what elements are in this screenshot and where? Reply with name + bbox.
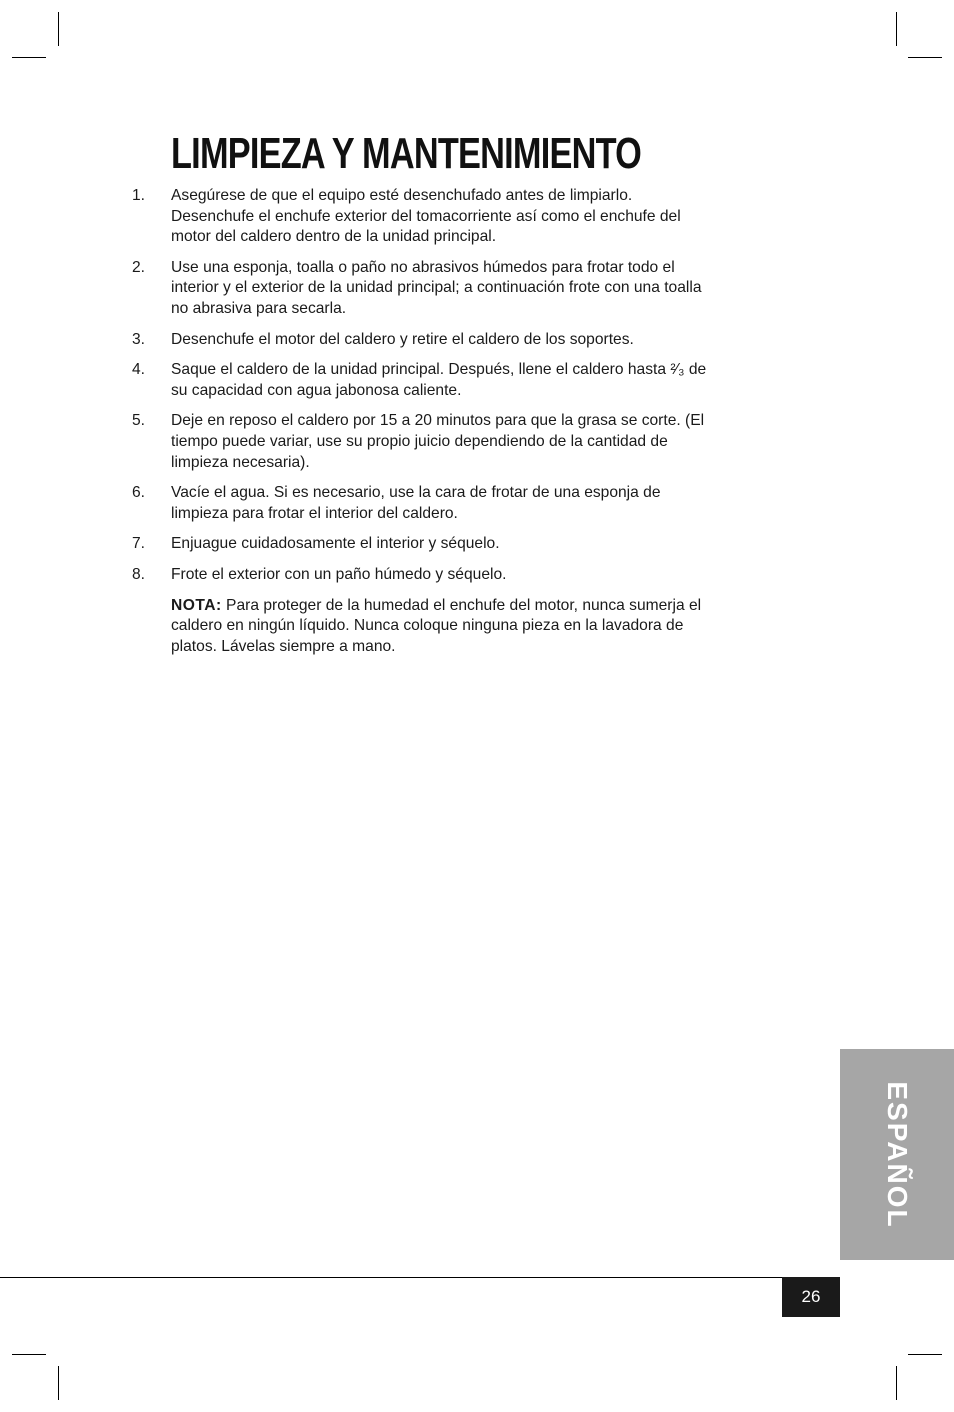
fraction: ²⁄₃ xyxy=(670,361,685,379)
step-number: 6. xyxy=(132,484,146,502)
note xyxy=(132,596,712,658)
step-text: Saque el caldero de la unidad principal. Después, llene el caldero hasta xyxy=(171,361,671,379)
list-item xyxy=(132,258,712,320)
list-item xyxy=(132,186,712,248)
step-text: Frote el exterior con un paño húmedo y séquelo. xyxy=(171,565,507,583)
step-number: 4. xyxy=(132,361,146,379)
step-text: Use una esponja, toalla o paño no abrasivos húmedos para frotar todo el interior y el exterior de la unidad principal; a continuación frote con una toalla no abrasiva para secarla. xyxy=(171,258,702,317)
list-item xyxy=(132,565,712,586)
step-number: 2. xyxy=(132,258,146,276)
step-number: 7. xyxy=(132,535,146,553)
step-number: 5. xyxy=(132,412,146,430)
note-text: Para proteger de la humedad el enchufe del motor, nunca sumerja el caldero en ningún líquido. Nunca coloque ninguna pieza en la lavadora de platos. Lávelas siempre a mano. xyxy=(171,596,702,655)
page-title: LIMPIEZA Y MANTENIMIENTO xyxy=(171,129,642,178)
crop-mark xyxy=(896,1366,897,1400)
crop-mark xyxy=(58,12,59,46)
list-item xyxy=(132,411,712,473)
step-text: Deje en reposo el caldero por 15 a 20 minutos para que la grasa se corte. (El tiempo puede variar, use su propio juicio dependiendo de la cantidad de limpieza necesaria). xyxy=(171,412,705,471)
crop-mark xyxy=(896,12,897,46)
crop-mark xyxy=(58,1366,59,1400)
list-item xyxy=(132,330,712,351)
list-item xyxy=(132,360,712,401)
crop-mark xyxy=(908,57,942,58)
language-tab xyxy=(840,1049,954,1260)
crop-mark xyxy=(12,1354,46,1355)
language-tab-label: ESPAÑOL xyxy=(882,1080,913,1229)
step-number: 1. xyxy=(132,187,146,204)
step-text: de su capacidad con agua jabonosa caliente. xyxy=(171,361,707,399)
note-label: NOTA: xyxy=(171,596,222,614)
step-text: Desenchufe el motor del caldero y retire el caldero de los soportes. xyxy=(171,330,634,348)
crop-mark xyxy=(12,57,46,58)
step-number: 8. xyxy=(132,565,146,583)
list-item xyxy=(132,483,712,524)
list-item xyxy=(132,534,712,555)
page-number: 26 xyxy=(782,1277,840,1317)
step-text: Asegúrese de que el equipo esté desenchufado antes de limpiarlo. Desenchufe el enchufe exterior del tomacorriente así como el enchufe del motor del caldero dentro de la unidad principal. xyxy=(171,187,681,246)
crop-mark xyxy=(908,1354,942,1355)
cleaning-steps-list xyxy=(132,186,712,667)
footer-divider xyxy=(0,1277,840,1278)
step-text: Vacíe el agua. Si es necesario, use la cara de frotar de una esponja de limpieza para frotar el interior del caldero. xyxy=(171,484,661,522)
step-number: 3. xyxy=(132,330,146,348)
step-text: Enjuague cuidadosamente el interior y séquelo. xyxy=(171,535,500,553)
